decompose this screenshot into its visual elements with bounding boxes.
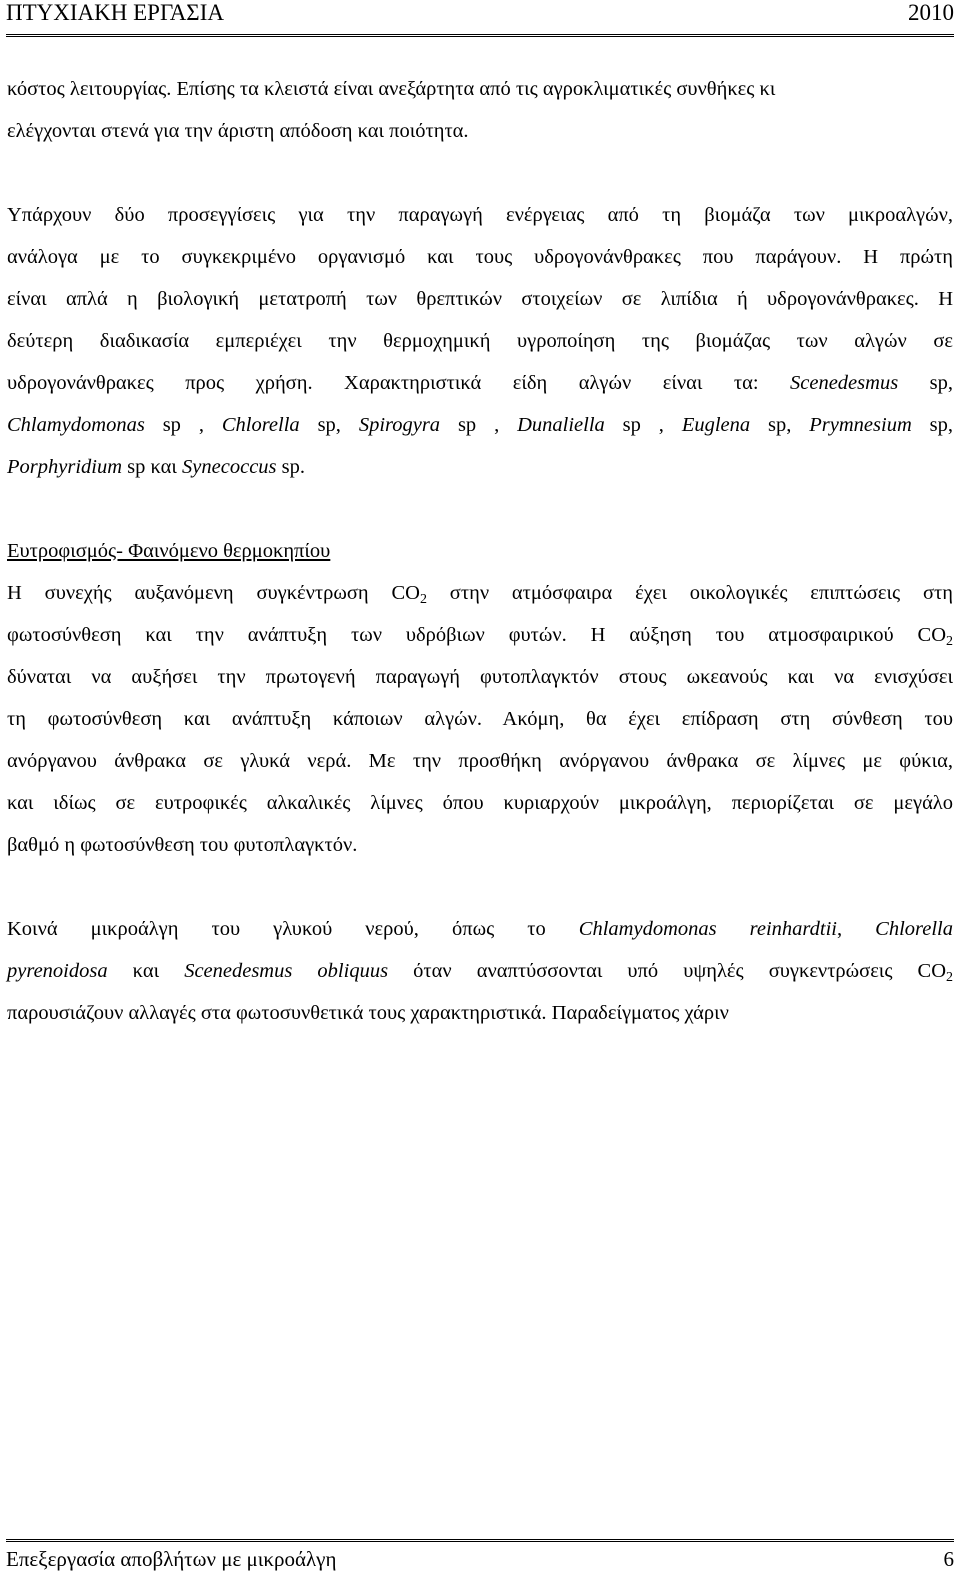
species-name: Synecoccus bbox=[182, 456, 277, 478]
text-line bbox=[7, 623, 953, 647]
text-span: όταν αναπτύσσονται υπό υψηλές συγκεντρώσεις CO bbox=[388, 960, 947, 982]
species-name: Scenedesmus bbox=[790, 372, 899, 394]
text-span: sp, bbox=[929, 414, 954, 436]
text-span: sp, bbox=[768, 414, 792, 436]
text-line: παρουσιάζουν αλλαγές στα φωτοσυνθετικά τους χαρακτηριστικά. Παραδείγματος χάριν bbox=[7, 1002, 729, 1024]
text-line bbox=[7, 917, 953, 941]
text-line bbox=[7, 371, 953, 395]
section-heading: Ευτροφισμός- Φαινόμενο θερμοκηπίου bbox=[7, 540, 331, 562]
species-name: Chlamydomonas reinhardtii bbox=[578, 918, 837, 940]
text-line: τη φωτοσύνθεση και ανάπτυξη κάποιων αλγών. Ακόμη, θα έχει επίδραση στη σύνθεση του bbox=[7, 708, 953, 730]
text-span: , bbox=[836, 918, 876, 940]
subscript: 2 bbox=[946, 970, 954, 985]
text-span: Η συνεχής αυξανόμενη συγκέντρωση CO bbox=[7, 582, 420, 604]
text-span: sp , bbox=[162, 414, 204, 436]
text-line: ανόργανου άνθρακα σε γλυκά νερά. Με την προσθήκη ανόργανου άνθρακα σε λίμνες με φύκια, bbox=[7, 750, 953, 772]
text-line: Υπάρχουν δύο προσεγγίσεις για την παραγωγή ενέργειας από τη βιομάζα των μικροαλγών, bbox=[7, 204, 953, 226]
page-header bbox=[6, 0, 954, 37]
text-line bbox=[7, 413, 953, 437]
text-line bbox=[7, 455, 953, 479]
header-title: ΠΤΥΧΙΑΚΗ ΕΡΓΑΣΙΑ bbox=[6, 0, 224, 25]
text-line bbox=[7, 959, 953, 983]
text-span: sp. bbox=[276, 456, 306, 478]
text-span: sp και bbox=[127, 456, 183, 478]
header-year: 2010 bbox=[908, 0, 954, 25]
text-line: είναι απλά η βιολογική μετατροπή των θρεπτικών στοιχείων σε λιπίδια ή υδρογονάνθρακες. Η bbox=[7, 288, 953, 310]
text-line: ελέγχονται στενά για την άριστη απόδοση και ποιότητα. bbox=[7, 120, 469, 142]
species-name: Scenedesmus obliquus bbox=[184, 960, 389, 982]
species-name: pyrenoidosa bbox=[7, 960, 108, 982]
species-name: Porphyridium bbox=[7, 456, 123, 478]
footer-title: Επεξεργασία αποβλήτων με μικροάλγη bbox=[6, 1547, 337, 1571]
species-name: Spirogyra bbox=[358, 414, 441, 436]
text-span: φωτοσύνθεση και την ανάπτυξη των υδρόβιων φυτών. Η αύξηση του ατμοσφαιρικού CO bbox=[7, 624, 946, 646]
text-line: και ιδίως σε ευτροφικές αλκαλικές λίμνες όπου κυριαρχούν μικροάλγη, περιορίζεται σε μεγάλο bbox=[7, 792, 953, 814]
species-name: Dunaliella bbox=[517, 414, 605, 436]
text-line: ανάλογα με το συγκεκριμένο οργανισμό και τους υδρογονάνθρακες που παράγουν. Η πρώτη bbox=[7, 246, 953, 268]
text-span: sp, bbox=[929, 372, 954, 394]
text-span: υδρογονάνθρακες προς χρήση. Χαρακτηριστικά είδη αλγών είναι τα: bbox=[7, 372, 759, 394]
page-footer bbox=[6, 1539, 954, 1574]
text-span: sp , bbox=[622, 414, 664, 436]
text-span: sp , bbox=[457, 414, 500, 436]
text-span: και bbox=[107, 960, 185, 982]
species-name: Chlorella bbox=[221, 414, 300, 436]
text-line: βαθμό η φωτοσύνθεση του φυτοπλαγκτόν. bbox=[7, 834, 358, 856]
page-number: 6 bbox=[943, 1547, 954, 1571]
text-line bbox=[7, 581, 953, 605]
species-name: Euglena bbox=[681, 414, 751, 436]
text-line: κόστος λειτουργίας. Επίσης τα κλειστά είναι ανεξάρτητα από τις αγροκλιματικές συνθήκες κι bbox=[7, 78, 776, 100]
species-name: Chlamydomonas bbox=[7, 414, 145, 436]
text-span: στην ατμόσφαιρα έχει οικολογικές επιπτώσεις στη bbox=[426, 582, 953, 604]
species-name: Chlorella bbox=[875, 918, 953, 940]
species-name: Prymnesium bbox=[809, 414, 912, 436]
subscript: 2 bbox=[419, 592, 427, 607]
text-span: Κοινά μικροάλγη του γλυκού νερού, όπως το bbox=[7, 918, 579, 940]
text-line: δεύτερη διαδικασία εμπεριέχει την θερμοχημική υγροποίηση της βιομάζας των αλγών σε bbox=[7, 330, 953, 352]
subscript: 2 bbox=[946, 634, 953, 649]
text-span: sp, bbox=[317, 414, 341, 436]
text-line: δύναται να αυξήσει την πρωτογενή παραγωγή φυτοπλαγκτόν στους ωκεανούς και να ενισχύσει bbox=[7, 666, 953, 688]
